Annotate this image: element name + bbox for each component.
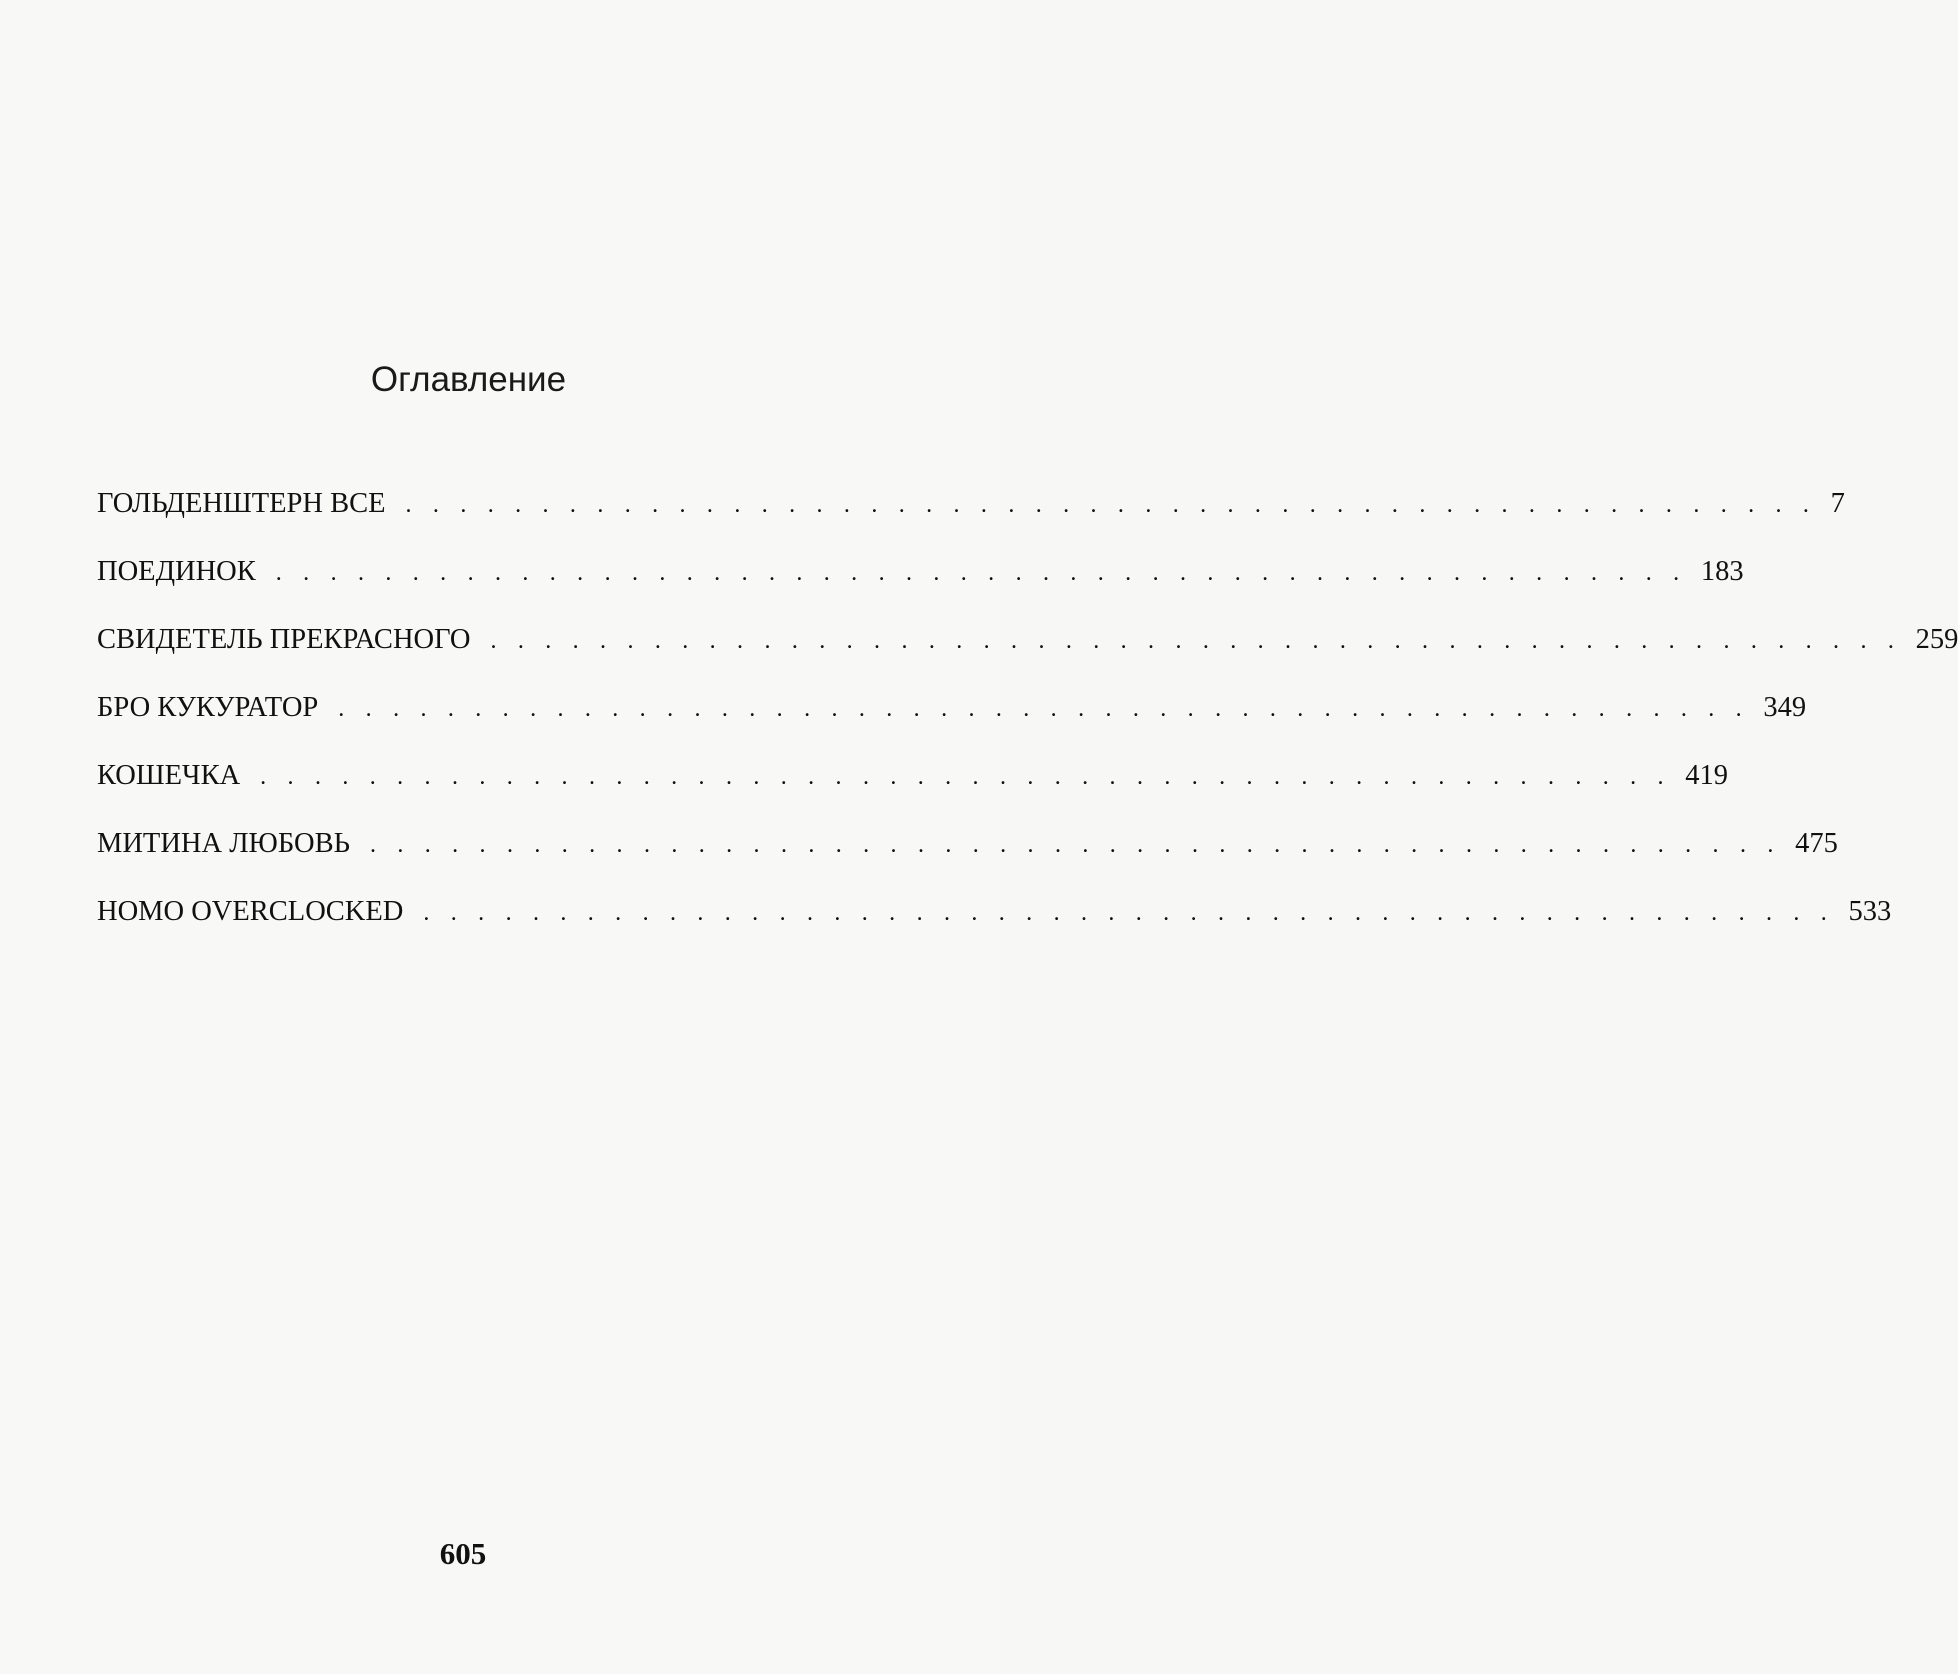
toc-entry-page: 419	[1685, 760, 1729, 791]
toc-entry-title: ПОЕДИНОК	[97, 556, 256, 587]
toc-entry-page: 183	[1700, 556, 1744, 587]
toc-entry	[97, 760, 1729, 828]
toc-entry	[97, 624, 1958, 692]
toc-leader-dots: . . . . . . . . . . . . . . . . . . . . . . . . . . . . . . . . . . . . . . . . . . . . . . . . . . . .	[338, 696, 1750, 722]
table-of-contents	[97, 488, 1958, 964]
toc-entry-title: ГОЛЬДЕНШТЕРН ВСЕ	[97, 488, 386, 519]
toc-entry-page: 533	[1848, 896, 1892, 927]
toc-entry-page: 349	[1763, 692, 1807, 723]
toc-entry	[97, 896, 1892, 964]
toc-leader-dots: . . . . . . . . . . . . . . . . . . . . . . . . . . . . . . . . . . . . . . . . . . . . . . . . . . . .	[260, 764, 1672, 790]
page-number: 605	[439, 1536, 487, 1571]
toc-heading: Оглавление	[370, 360, 567, 399]
toc-entry-title: HOMO OVERCLOCKED	[97, 896, 404, 927]
toc-entry	[97, 692, 1807, 760]
toc-entry-title: БРО КУКУРАТОР	[97, 692, 319, 723]
toc-entry-page: 475	[1795, 828, 1838, 859]
toc-leader-dots: . . . . . . . . . . . . . . . . . . . . . . . . . . . . . . . . . . . . . . . . . . . . . . . . . . . .	[369, 832, 1782, 858]
toc-entry-title: КОШЕЧКА	[97, 760, 241, 791]
toc-leader-dots: . . . . . . . . . . . . . . . . . . . . . . . . . . . . . . . . . . . . . . . . . . . . . . . . . . . .	[490, 628, 1902, 654]
toc-leader-dots: . . . . . . . . . . . . . . . . . . . . . . . . . . . . . . . . . . . . . . . . . . . . . . . . . . . .	[405, 492, 1817, 518]
toc-entry-page: 259	[1915, 624, 1958, 655]
toc-entry-title: СВИДЕТЕЛЬ ПРЕКРАСНОГО	[97, 624, 471, 655]
toc-entry	[97, 488, 1845, 556]
toc-entry	[97, 556, 1744, 624]
toc-entry	[97, 828, 1838, 896]
toc-leader-dots: . . . . . . . . . . . . . . . . . . . . . . . . . . . . . . . . . . . . . . . . . . . . . . . . . . . .	[275, 560, 1687, 586]
toc-entry-page: 7	[1830, 488, 1845, 519]
toc-leader-dots: . . . . . . . . . . . . . . . . . . . . . . . . . . . . . . . . . . . . . . . . . . . . . . . . . . . .	[423, 900, 1835, 926]
toc-entry-title: МИТИНА ЛЮБОВЬ	[97, 828, 350, 859]
